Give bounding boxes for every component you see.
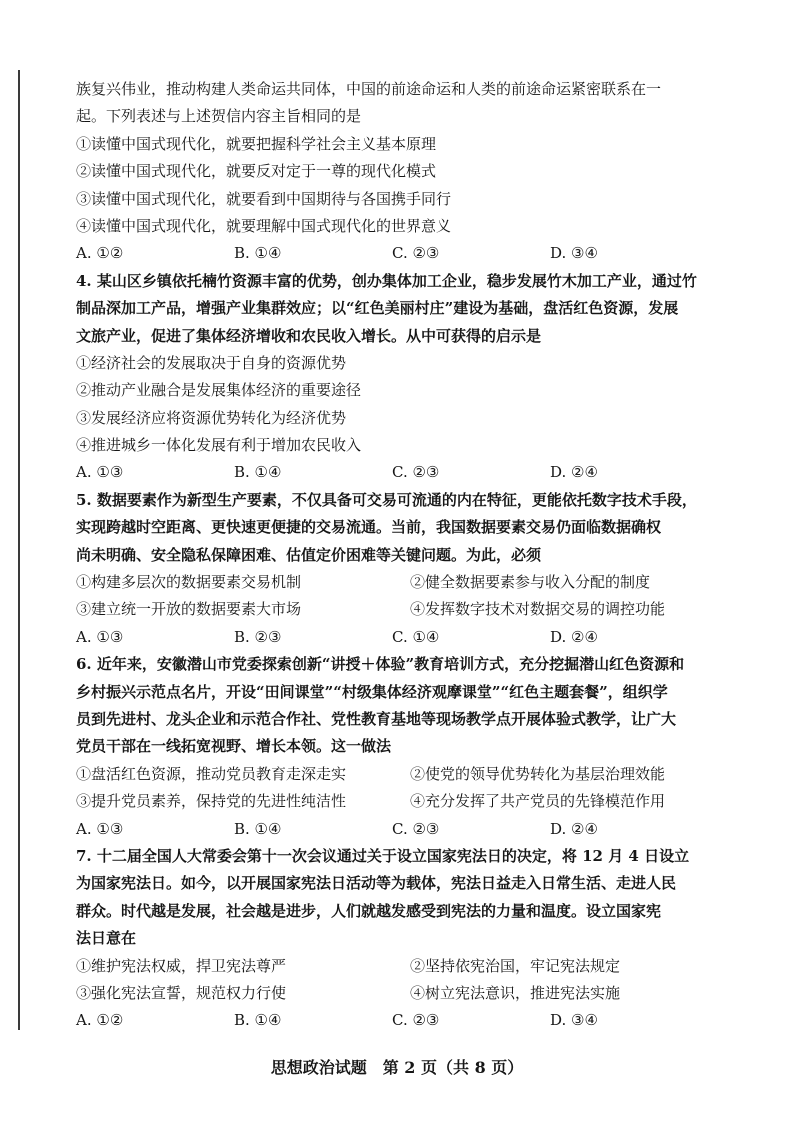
q7-statements-row-1 <box>76 953 708 980</box>
q7-stem-line-4: 法日意在 <box>76 929 137 948</box>
q6-statement-1: ①盘活红色资源，推动党员教育走深走实 <box>76 764 347 783</box>
page-footer: 思想政治试题 第 2 页（共 8 页） <box>270 1058 524 1077</box>
choice-d: D. ③④ <box>550 244 598 263</box>
q6-statement-3: ③提升党员素养，保持党的先进性纯洁性 <box>76 792 347 811</box>
intro-line-1: 族复兴伟业，推动构建人类命运共同体，中国的前途命运和人类的前途命运紧密联系在一 <box>76 80 662 98</box>
choice-c: C. ②③ <box>392 1011 440 1030</box>
q4-choices <box>76 459 708 486</box>
q6-statement-4: ④充分发挥了共产党员的先锋模范作用 <box>410 792 666 811</box>
choice-c: C. ②③ <box>392 244 440 263</box>
q7-stem-line-3: 群众。时代越是发展，社会越是进步，人们就越发感受到宪法的力量和温度。设立国家宪 <box>76 901 662 920</box>
q7-stem-line-1: 7. 十二届全国人大常委会第十一次会议通过关于设立国家宪法日的决定，将 12 月 4 日设立 <box>76 846 690 865</box>
q4-statement-4: ④推进城乡一体化发展有利于增加农民收入 <box>76 436 362 455</box>
q5-statements-row-2 <box>76 596 708 623</box>
q6-statement-2: ②使党的领导优势转化为基层治理效能 <box>410 764 666 783</box>
q6-stem-line-3: 员到先进村、龙头企业和示范合作社、党性教育基地等现场教学点开展体验式教学，让广大 <box>76 709 677 728</box>
exam-page <box>76 76 708 1035</box>
q7-choices <box>76 1007 708 1034</box>
intro-statement-3: ③读懂中国式现代化，就要看到中国期待与各国携手同行 <box>76 189 452 208</box>
q5-statements-row-1 <box>76 569 708 596</box>
intro-statement-1: ①读懂中国式现代化，就要把握科学社会主义基本原理 <box>76 134 437 153</box>
q4-stem-line-2: 制品深加工产品，增强产业集群效应；以“红色美丽村庄”建设为基础，盘活红色资源，发展 <box>76 299 679 318</box>
q6-choices <box>76 816 708 843</box>
choice-a: A. ①③ <box>76 627 124 646</box>
q5-stem-line-2: 实现跨越时空距离、更快速更便捷的交易流通。当前，我国数据要素交易仍面临数据确权 <box>76 518 662 537</box>
choice-b: B. ①④ <box>234 244 282 263</box>
choice-a: A. ①② <box>76 1011 124 1030</box>
choice-b: B. ①④ <box>234 1011 282 1030</box>
q7-statement-3: ③强化宪法宣誓，规范权力行使 <box>76 983 287 1002</box>
choice-d: D. ②④ <box>550 627 598 646</box>
page-edge-line <box>18 70 20 1030</box>
q7-statement-2: ②坚持依宪治国，牢记宪法规定 <box>410 956 621 975</box>
choice-d: D. ③④ <box>550 1011 598 1030</box>
q6-stem-line-1: 6. 近年来，安徽潜山市党委探索创新“讲授＋体验”教育培训方式，充分挖掘潜山红色资源和 <box>76 655 685 674</box>
q6-statements-row-2 <box>76 788 708 815</box>
q4-stem-line-3: 文旅产业，促进了集体经济增收和农民收入增长。从中可获得的启示是 <box>76 326 542 345</box>
q6-statements-row-1 <box>76 761 708 788</box>
choice-b: B. ①④ <box>234 463 282 482</box>
intro-statement-2: ②读懂中国式现代化，就要反对定于一尊的现代化模式 <box>76 162 437 181</box>
q4-stem-line-1: 4. 某山区乡镇依托楠竹资源丰富的优势，创办集体加工企业，稳步发展竹木加工产业，通过竹 <box>76 271 697 290</box>
choice-a: A. ①③ <box>76 819 124 838</box>
q4-statement-2: ②推动产业融合是发展集体经济的重要途径 <box>76 381 362 400</box>
q5-statement-3: ③建立统一开放的数据要素大市场 <box>76 600 302 619</box>
q7-statement-1: ①维护宪法权威，捍卫宪法尊严 <box>76 956 287 975</box>
intro-line-2: 起。下列表述与上述贺信内容主旨相同的是 <box>76 107 362 126</box>
choice-a: A. ①③ <box>76 463 124 482</box>
q4-statement-3: ③发展经济应将资源优势转化为经济优势 <box>76 408 347 427</box>
choice-a: A. ①② <box>76 244 124 263</box>
q5-choices <box>76 624 708 651</box>
q7-stem-line-2: 为国家宪法日。如今，以开展国家宪法日活动等为载体，宪法日益走入日常生活、走进人民 <box>76 874 677 893</box>
q7-statements-row-2 <box>76 980 708 1007</box>
q6-stem-line-4: 党员干部在一线拓宽视野、增长本领。这一做法 <box>76 737 392 756</box>
q6-stem-line-2: 乡村振兴示范点名片，开设“田间课堂”“村级集体经济观摩课堂”“红色主题套餐”，组织学 <box>76 682 668 701</box>
q5-statement-2: ②健全数据要素参与收入分配的制度 <box>410 573 651 592</box>
choice-d: D. ②④ <box>550 463 598 482</box>
q5-statement-1: ①构建多层次的数据要素交易机制 <box>76 573 302 592</box>
q5-stem-line-1: 5. 数据要素作为新型生产要素，不仅具备可交易可流通的内在特征，更能依托数字技术手段， <box>76 490 697 509</box>
intro-statement-4: ④读懂中国式现代化，就要理解中国式现代化的世界意义 <box>76 216 452 235</box>
choice-b: B. ②③ <box>234 627 282 646</box>
choice-b: B. ①④ <box>234 819 282 838</box>
choice-c: C. ①④ <box>392 627 440 646</box>
q5-stem-line-3: 尚未明确、安全隐私保障困难、估值定价困难等关键问题。为此，必须 <box>76 545 542 564</box>
intro-choices <box>76 240 708 267</box>
q4-statement-1: ①经济社会的发展取决于自身的资源优势 <box>76 353 347 372</box>
q7-statement-4: ④树立宪法意识，推进宪法实施 <box>410 983 621 1002</box>
choice-c: C. ②③ <box>392 819 440 838</box>
choice-c: C. ②③ <box>392 463 440 482</box>
q5-statement-4: ④发挥数字技术对数据交易的调控功能 <box>410 600 666 619</box>
choice-d: D. ②④ <box>550 819 598 838</box>
